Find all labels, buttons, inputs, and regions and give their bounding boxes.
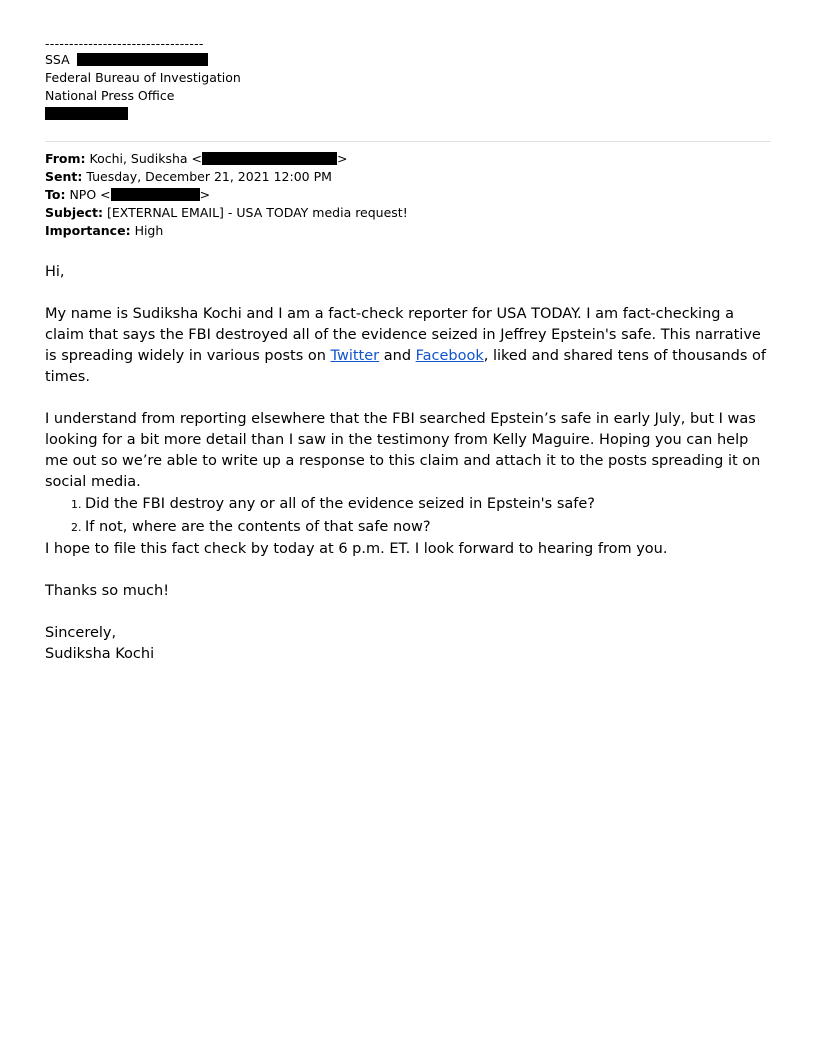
paragraph-request: I understand from reporting elsewhere that the FBI searched Epstein’s safe in early July, but I was looking for a bit more detail than I saw in the testimony from Kelly Maguire. Hoping you can help me out so we’re able to write up a response to this claim and attach it to the posts spreading it on social media. bbox=[45, 411, 761, 490]
subject-label: Subject: bbox=[45, 205, 103, 220]
sent-value: Tuesday, December 21, 2021 12:00 PM bbox=[86, 169, 332, 184]
email-body bbox=[45, 262, 771, 665]
header-divider bbox=[45, 141, 771, 142]
twitter-link[interactable]: Twitter bbox=[330, 348, 380, 364]
redaction-box bbox=[202, 152, 337, 165]
signature-office: National Press Office bbox=[45, 88, 175, 103]
signature-title: SSA bbox=[45, 52, 70, 67]
importance-line bbox=[45, 222, 771, 240]
subject-line bbox=[45, 204, 771, 222]
paragraph-deadline: I hope to file this fact check by today at 6 p.m. ET. I look forward to hearing from you. bbox=[45, 541, 668, 557]
paragraph-intro bbox=[45, 304, 771, 388]
paragraph-text: and bbox=[379, 348, 416, 364]
email-page bbox=[45, 36, 771, 665]
redaction-box bbox=[45, 107, 128, 120]
from-value: Kochi, Sudiksha < bbox=[89, 151, 202, 166]
to-label: To: bbox=[45, 187, 66, 202]
paragraph-text: , liked and shared tens of thousands of times. bbox=[45, 348, 767, 385]
signature-org: Federal Bureau of Investigation bbox=[45, 70, 241, 85]
importance-label: Importance: bbox=[45, 223, 131, 238]
redaction-box bbox=[111, 188, 200, 201]
question-list bbox=[45, 493, 771, 539]
signature-title-line bbox=[45, 51, 771, 69]
from-close: > bbox=[336, 151, 348, 166]
closing: Sincerely, bbox=[45, 625, 117, 641]
from-line bbox=[45, 150, 771, 168]
to-value: NPO < bbox=[69, 187, 111, 202]
sender-name: Sudiksha Kochi bbox=[45, 646, 155, 662]
signature-block bbox=[45, 36, 771, 123]
to-line bbox=[45, 186, 771, 204]
signature-separator: --------------------------------- bbox=[45, 36, 204, 51]
from-label: From: bbox=[45, 151, 86, 166]
subject-value: [EXTERNAL EMAIL] - USA TODAY media request! bbox=[106, 205, 408, 220]
redaction-box bbox=[77, 53, 208, 66]
importance-value: High bbox=[134, 223, 164, 238]
signature-redacted-line bbox=[45, 105, 771, 123]
list-item: 2. If not, where are the contents of that safe now? bbox=[85, 516, 771, 539]
paragraph-text: My name is Sudiksha Kochi and I am a fact-check reporter for USA TODAY. I am fact-checking a claim that says the FBI destroyed all of the evidence seized in Jeffrey Epstein's safe. This narrative is spreading widely in various posts on bbox=[45, 306, 761, 364]
greeting: Hi, bbox=[45, 264, 65, 280]
list-item: 1. Did the FBI destroy any or all of the evidence seized in Epstein's safe? bbox=[85, 493, 771, 516]
sent-label: Sent: bbox=[45, 169, 83, 184]
thanks-line: Thanks so much! bbox=[45, 583, 170, 599]
email-header bbox=[45, 150, 771, 240]
to-close: > bbox=[199, 187, 211, 202]
sent-line bbox=[45, 168, 771, 186]
facebook-link[interactable]: Facebook bbox=[415, 348, 484, 364]
